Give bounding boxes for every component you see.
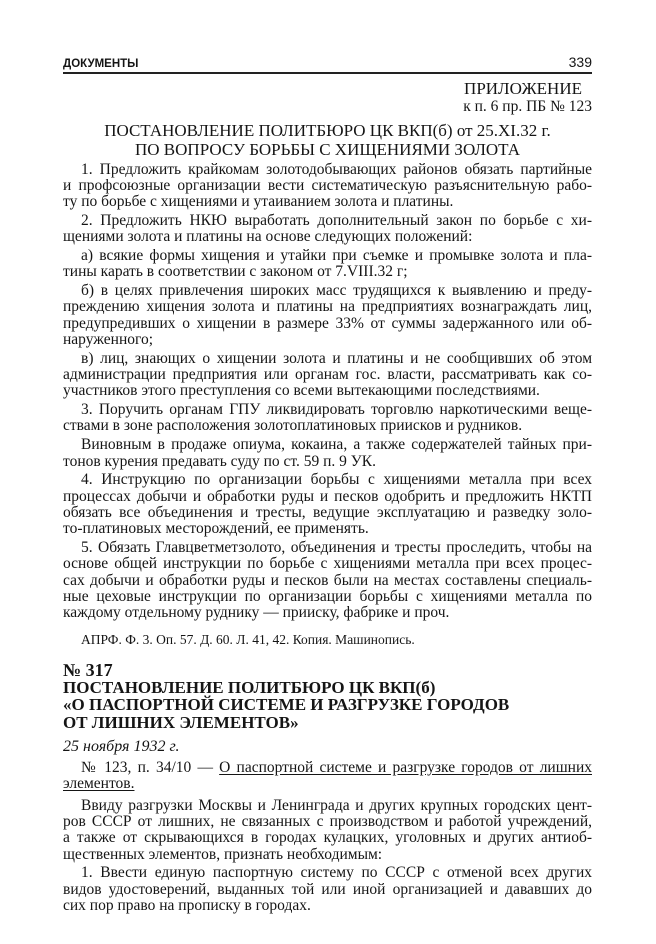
title-line: ОТ ЛИШНИХ ЭЛЕМЕНТОВ» — [63, 712, 299, 732]
text-line: каждому отдельному руднику — прииску, фабрике и проч. — [63, 604, 450, 622]
text-line: 2. Предложить НКЮ выработать дополнительный закон по борьбе с хи- — [81, 211, 592, 229]
text-line: участников этого преступления со всеми вытекающими последствиями. — [63, 382, 540, 400]
text-line: в) лиц, знающих о хищении золота и платины и не сообщивших об этом — [81, 349, 592, 367]
text-line: 1. Ввести единую паспортную систему по СССР с отменой всех других — [81, 864, 592, 882]
protocol-reference — [63, 760, 592, 793]
running-title: ДОКУМЕНТЫ — [63, 58, 139, 70]
protocol-line — [63, 760, 592, 776]
resolution-title — [63, 122, 592, 159]
text-line: обязать все объединения и тресты, ведущие эксплуатацию и разведку золо- — [63, 503, 592, 521]
page-number: 339 — [568, 54, 592, 70]
protocol-ref: № 123, п. 34/10 — — [81, 759, 220, 777]
paragraph — [63, 865, 592, 914]
document-page — [63, 54, 592, 914]
document-date: 25 ноября 1932 г. — [63, 738, 180, 756]
paragraph — [63, 213, 592, 246]
text-line: ствами в зоне расположения золотоплатиновых приисков и рудников. — [63, 417, 523, 435]
text-line: ров СССР от лишних, не связанных с производством и работой учреждений, — [63, 812, 592, 830]
paragraph — [63, 402, 592, 435]
text-line: тины карать в соответствии с законом от 7.VIII.32 г; — [63, 263, 408, 281]
text-line: основе общей инструкции по борьбе с хищениями металла при всех процес- — [63, 555, 592, 573]
text-line: а) всякие формы хищения и утайки при съемке и промывке золота и пла- — [81, 246, 592, 264]
paragraph — [63, 437, 592, 470]
text-line: а также от скрывающихся в городах кулацких, уголовных и других антиоб- — [63, 829, 592, 847]
text-line: сах добычи и обработки руды и песков были на местах составлены специаль- — [63, 571, 592, 589]
paragraph — [63, 798, 592, 863]
text-line: предупредивших о хищении в размере 33% от суммы задержанного или об- — [63, 314, 592, 332]
text-line: 5. Обязать Главцветметзолото, объединения и тресты проследить, чтобы на — [81, 539, 592, 557]
document-body — [63, 798, 592, 915]
text-line: видов удостоверений, выданных той или иной организацией и дававших до — [63, 880, 592, 898]
protocol-line — [63, 776, 592, 792]
text-line: ту по борьбе с хищениями и утаиванием золота и платины. — [63, 193, 454, 211]
paragraph — [63, 472, 592, 537]
title-line: ПОСТАНОВЛЕНИЕ ПОЛИТБЮРО ЦК ВКП(б) от 25.XI.32 г. — [104, 121, 551, 140]
text-line: б) в целях привлечения широких масс трудящихся к выявлению и преду- — [81, 282, 592, 300]
text-line: 4. Инструкцию по организации борьбы с хищениями металла при всех — [81, 471, 592, 489]
text-line: преждению хищения золота и платины на предприятиях вознаграждать лиц, — [63, 298, 592, 316]
title-line: ПОСТАНОВЛЕНИЕ ПОЛИТБЮРО ЦК ВКП(б) — [63, 677, 436, 697]
running-header — [63, 54, 592, 74]
appendix-label: ПРИЛОЖЕНИЕ — [464, 79, 582, 98]
title-line: ПО ВОПРОСУ БОРЬБЫ С ХИЩЕНИЯМИ ЗОЛОТА — [135, 139, 520, 159]
text-line: Ввиду разгрузки Москвы и Ленинграда и других крупных городских цент- — [81, 796, 592, 814]
paragraph — [63, 351, 592, 400]
text-line: Виновным в продаже опиума, кокаина, а также содержателей тайных при- — [81, 436, 592, 454]
title-line: «О ПАСПОРТНОЙ СИСТЕМЕ И РАЗГРУЗКЕ ГОРОДОВ — [63, 695, 510, 715]
text-line: щениями золота и платины на основе следующих положений: — [63, 228, 473, 246]
subject-text: элементов. — [63, 775, 135, 793]
resolution-body — [63, 162, 592, 622]
paragraph — [63, 283, 592, 348]
text-line: администрации предприятия или органам гос. власти, рассматривать как со- — [63, 366, 592, 384]
subject-text: О паспортной системе и разгрузке городов от лишних — [219, 759, 592, 777]
text-line: 3. Поручить органам ГПУ ликвидировать торговлю наркотическими веще- — [81, 401, 592, 419]
appendix-ref: к п. 6 пр. ПБ № 123 — [463, 98, 592, 115]
text-line: 1. Предложить крайкомам золотодобывающих районов обязать партийные — [81, 160, 592, 178]
text-line: процессах добычи и обработки руды и песков одобрить и предложить НКТП — [63, 487, 592, 505]
paragraph — [63, 540, 592, 621]
document-title — [63, 679, 592, 732]
text-line: ные цеховые инструкции по организации борьбы с хищениями металла по — [63, 587, 592, 605]
appendix-heading — [63, 80, 592, 116]
text-line: то-платиновых месторождений, ее применять. — [63, 520, 369, 538]
text-line: тонов курения предавать суду по ст. 59 п. 9 УК. — [63, 452, 376, 470]
archive-source: АПРФ. Ф. 3. Оп. 57. Д. 60. Л. 41, 42. Копия. Машинопись. — [81, 631, 415, 647]
text-line: щественных элементов, признать необходимым: — [63, 845, 383, 863]
paragraph — [63, 162, 592, 211]
document-number: № 317 — [63, 659, 113, 680]
text-line: сих пор право на прописку в городах. — [63, 896, 311, 914]
paragraph — [63, 248, 592, 281]
text-line: и профсоюзные организации вести систематическую разъяснительную рабо- — [63, 176, 592, 194]
text-line: наруженного; — [63, 330, 154, 348]
